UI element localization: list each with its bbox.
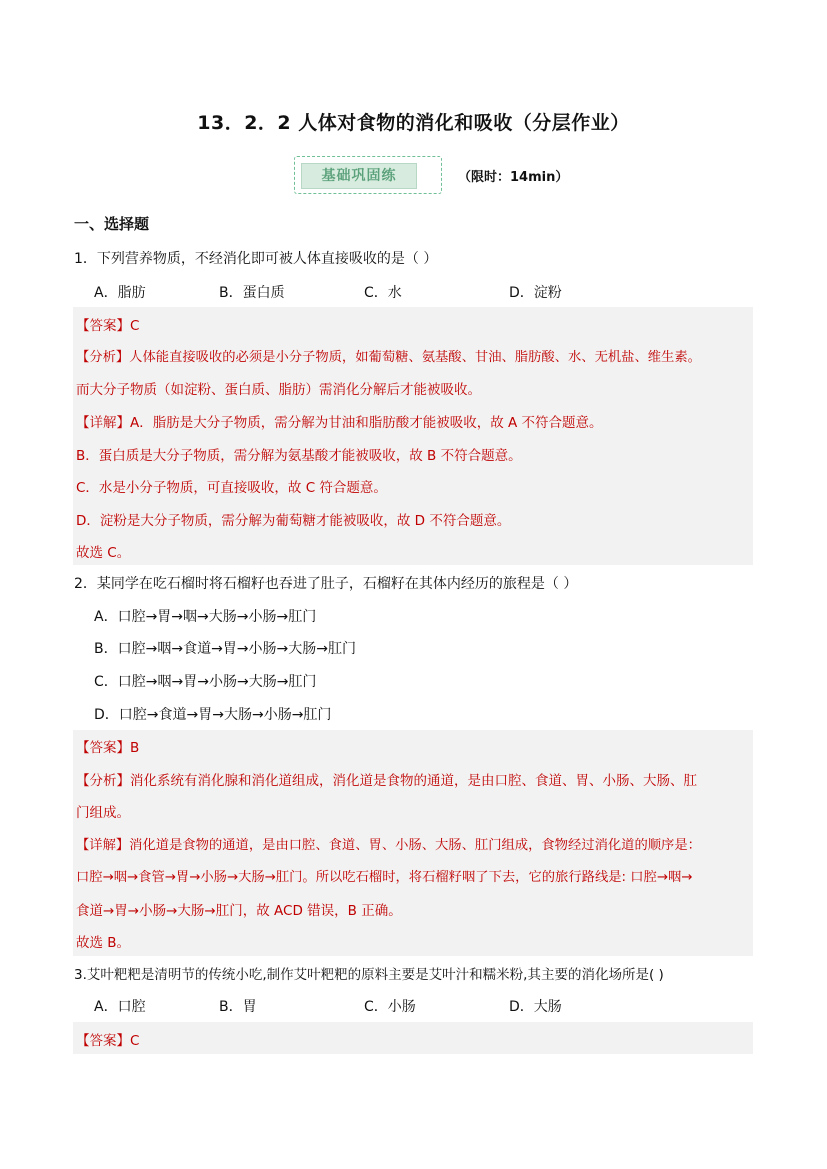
q3-option-b: B．胃: [219, 999, 257, 1015]
q3-option-a: A．口腔: [94, 999, 146, 1015]
q2-option-a: A．口腔→胃→咽→大肠→小肠→肛门: [94, 609, 317, 625]
q2-answer: 【答案】B: [76, 740, 140, 756]
q1-detail-line3: C．水是小分子物质，可直接吸收，故 C 符合题意。: [76, 480, 387, 496]
q1-option-d: D．淀粉: [509, 285, 562, 301]
q2-detail-line3: 食道→胃→小肠→大肠→肛门，故 ACD 错误，B 正确。: [76, 903, 402, 919]
q1-detail-line2: B．蛋白质是大分子物质，需分解为氨基酸才能被吸收，故 B 不符合题意。: [76, 448, 522, 464]
q1-analysis-line1: 【分析】人体能直接吸收的必须是小分子物质，如葡萄糖、氨基酸、甘油、脂肪酸、水、无机盐、维生素。: [76, 350, 701, 365]
q3-answer: 【答案】C: [76, 1033, 140, 1049]
q2-analysis-line1: 【分析】消化系统有消化腺和消化道组成，消化道是食物的通道，是由口腔、食道、胃、小肠、大肠、肛: [76, 773, 697, 789]
q3-answer-box: [73, 1022, 753, 1054]
q1-answer: 【答案】C: [76, 318, 140, 334]
badge-dashed-frame: [294, 156, 442, 194]
page-title: 13．2．2 人体对食物的消化和吸收（分层作业）: [197, 112, 630, 134]
q2-analysis-line2: 门组成。: [76, 805, 130, 821]
q3-stem: 3.艾叶粑粑是清明节的传统小吃,制作艾叶粑粑的原料主要是艾叶汁和糯米粉,其主要的消化场所是( ): [74, 967, 664, 983]
q2-option-b: B．口腔→咽→食道→胃→小肠→大肠→肛门: [94, 641, 356, 657]
q2-option-c: C．口腔→咽→胃→小肠→大肠→肛门: [94, 674, 317, 690]
section-heading: 一、选择题: [74, 215, 150, 233]
q1-stem: 1．下列营养物质，不经消化即可被人体直接吸收的是（ ）: [74, 251, 438, 267]
q1-detail-line4: D．淀粉是大分子物质，需分解为葡萄糖才能被吸收，故 D 不符合题意。: [76, 513, 511, 529]
q2-stem: 2．某同学在吃石榴时将石榴籽也吞进了肚子，石榴籽在其体内经历的旅程是（ ）: [74, 576, 578, 592]
q2-detail-line2: 口腔→咽→食管→胃→小肠→大肠→肛门。所以吃石榴时，将石榴籽咽了下去，它的旅行路线是: 口腔→咽→: [76, 870, 693, 885]
q1-conclusion: 故选 C。: [76, 545, 131, 561]
q1-detail-line1: 【详解】A．脂肪是大分子物质，需分解为甘油和脂肪酸才能被吸收，故 A 不符合题意。: [76, 415, 603, 431]
q2-detail-line1: 【详解】消化道是食物的通道，是由口腔、食道、胃、小肠、大肠、肛门组成，食物经过消化道的顺序是：: [76, 838, 701, 853]
q3-option-d: D．大肠: [509, 999, 562, 1015]
q1-analysis-line2: 而大分子物质（如淀粉、蛋白质、脂肪）需消化分解后才能被吸收。: [76, 382, 481, 398]
q1-option-a: A．脂肪: [94, 285, 146, 301]
q2-option-d: D．口腔→食道→胃→大肠→小肠→肛门: [94, 707, 332, 723]
time-limit: （限时：14min）: [458, 170, 569, 185]
q1-option-c: C．水: [364, 285, 402, 301]
badge-label: 基础巩固练: [301, 163, 417, 189]
q1-option-b: B．蛋白质: [219, 285, 285, 301]
q2-conclusion: 故选 B。: [76, 935, 131, 951]
q3-option-c: C．小肠: [364, 999, 416, 1015]
